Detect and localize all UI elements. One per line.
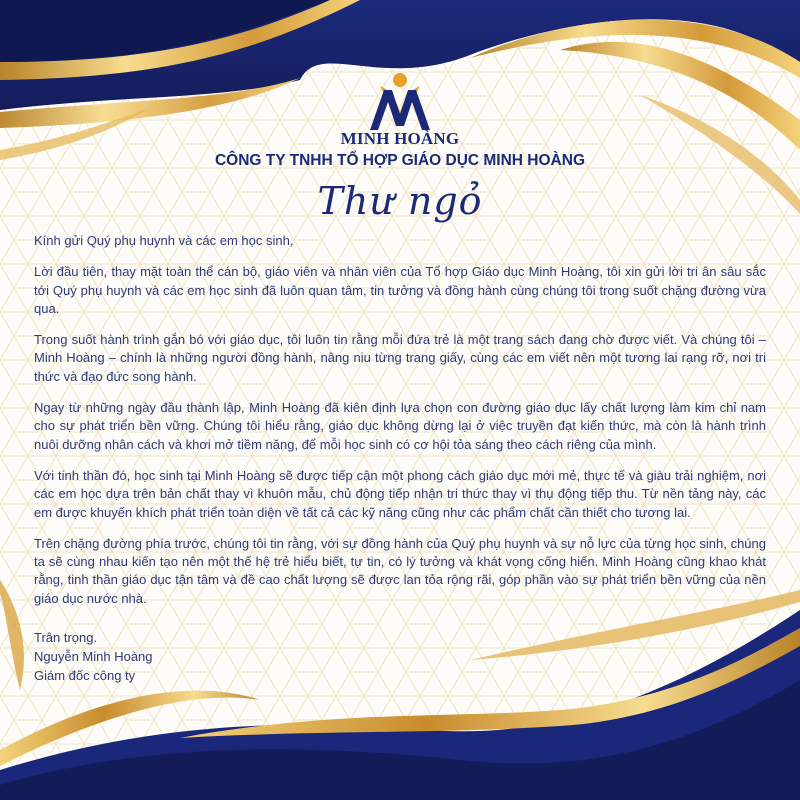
paragraph-4: Với tinh thần đó, học sinh tại Minh Hoàng sẽ được tiếp cận một phong cách giáo dục mới mẻ, thực tế và giàu trải nghiệm, nơi các em học dựa trên bản chất thay vì khuôn mẫu, chủ động tiếp nhận tri thức thay vì thụ động tiếp thu. Từ nền tảng này, các em được khuyến khích phát triển toàn diện về tất cả các kỹ năng cũng như các phẩm chất cần thiết cho tương lai.	[34, 467, 766, 520]
paragraph-1: Lời đầu tiên, thay mặt toàn thể cán bộ, giáo viên và nhân viên của Tổ hợp Giáo dục Minh Hoàng, tôi xin gửi lời tri ân sâu sắc tới Quý phụ huynh và các em học sinh đã luôn quan tâm, tin tưởng và đồng hành cùng chúng tôi trong suốt chặng đường vừa qua.	[34, 264, 766, 316]
closing-text: Trân trọng.	[34, 630, 98, 645]
paragraph-5: Trên chặng đường phía trước, chúng tôi tin rằng, với sự đồng hành của Quý phụ huynh và sự nỗ lực của từng học sinh, chúng ta sẽ cùng nhau kiến tạo nên một thế hệ trẻ hiểu biết, tự tin, có lý tưởng và khát vọng cống hiến. Minh Hoàng cũng khao khát rằng, tinh thần giáo dục tận tâm và đề cao chất lượng sẽ được lan tỏa rộng rãi, góp phần vào sự phát triển bền vững của nền giáo dục nước nhà.	[34, 535, 766, 606]
signature-block	[34, 628, 153, 685]
greeting: Kính gửi Quý phụ huynh và các em học sinh,	[34, 233, 294, 248]
logo-text: MINH HOÀNG	[340, 129, 460, 148]
company-name: CÔNG TY TNHH TỔ HỢP GIÁO DỤC MINH HOÀNG	[214, 152, 586, 169]
paragraph-3: Ngay từ những ngày đầu thành lập, Minh Hoàng đã kiên định lựa chọn con đường giáo dục lấy chất lượng làm kim chỉ nam cho sự phát triển bền vững. Chúng tôi hiểu rằng, giáo dục không dừng lại ở việc truyền đạt kiến thức, mà còn là hành trình nuôi dưỡng nhân cách và khơi mở tiềm năng, để mỗi học sinh có cơ hội tỏa sáng theo cách riêng của mình.	[34, 400, 766, 452]
signer-name: Nguyễn Minh Hoàng	[34, 649, 153, 664]
letter-title: Thư ngỏ	[317, 179, 483, 223]
letter-body	[34, 232, 766, 621]
paragraph-2: Trong suốt hành trình gắn bó với giáo dục, tôi luôn tin rằng mỗi đứa trẻ là một trang sách đang chờ được viết. Và chúng tôi – Minh Hoàng – chính là những người đồng hành, nâng niu từng trang giấy, cùng các em viết nên một tương lai rạng rỡ, nơi tri thức và đạo đức song hành.	[34, 332, 766, 384]
signer-title: Giám đốc công ty	[34, 668, 136, 683]
